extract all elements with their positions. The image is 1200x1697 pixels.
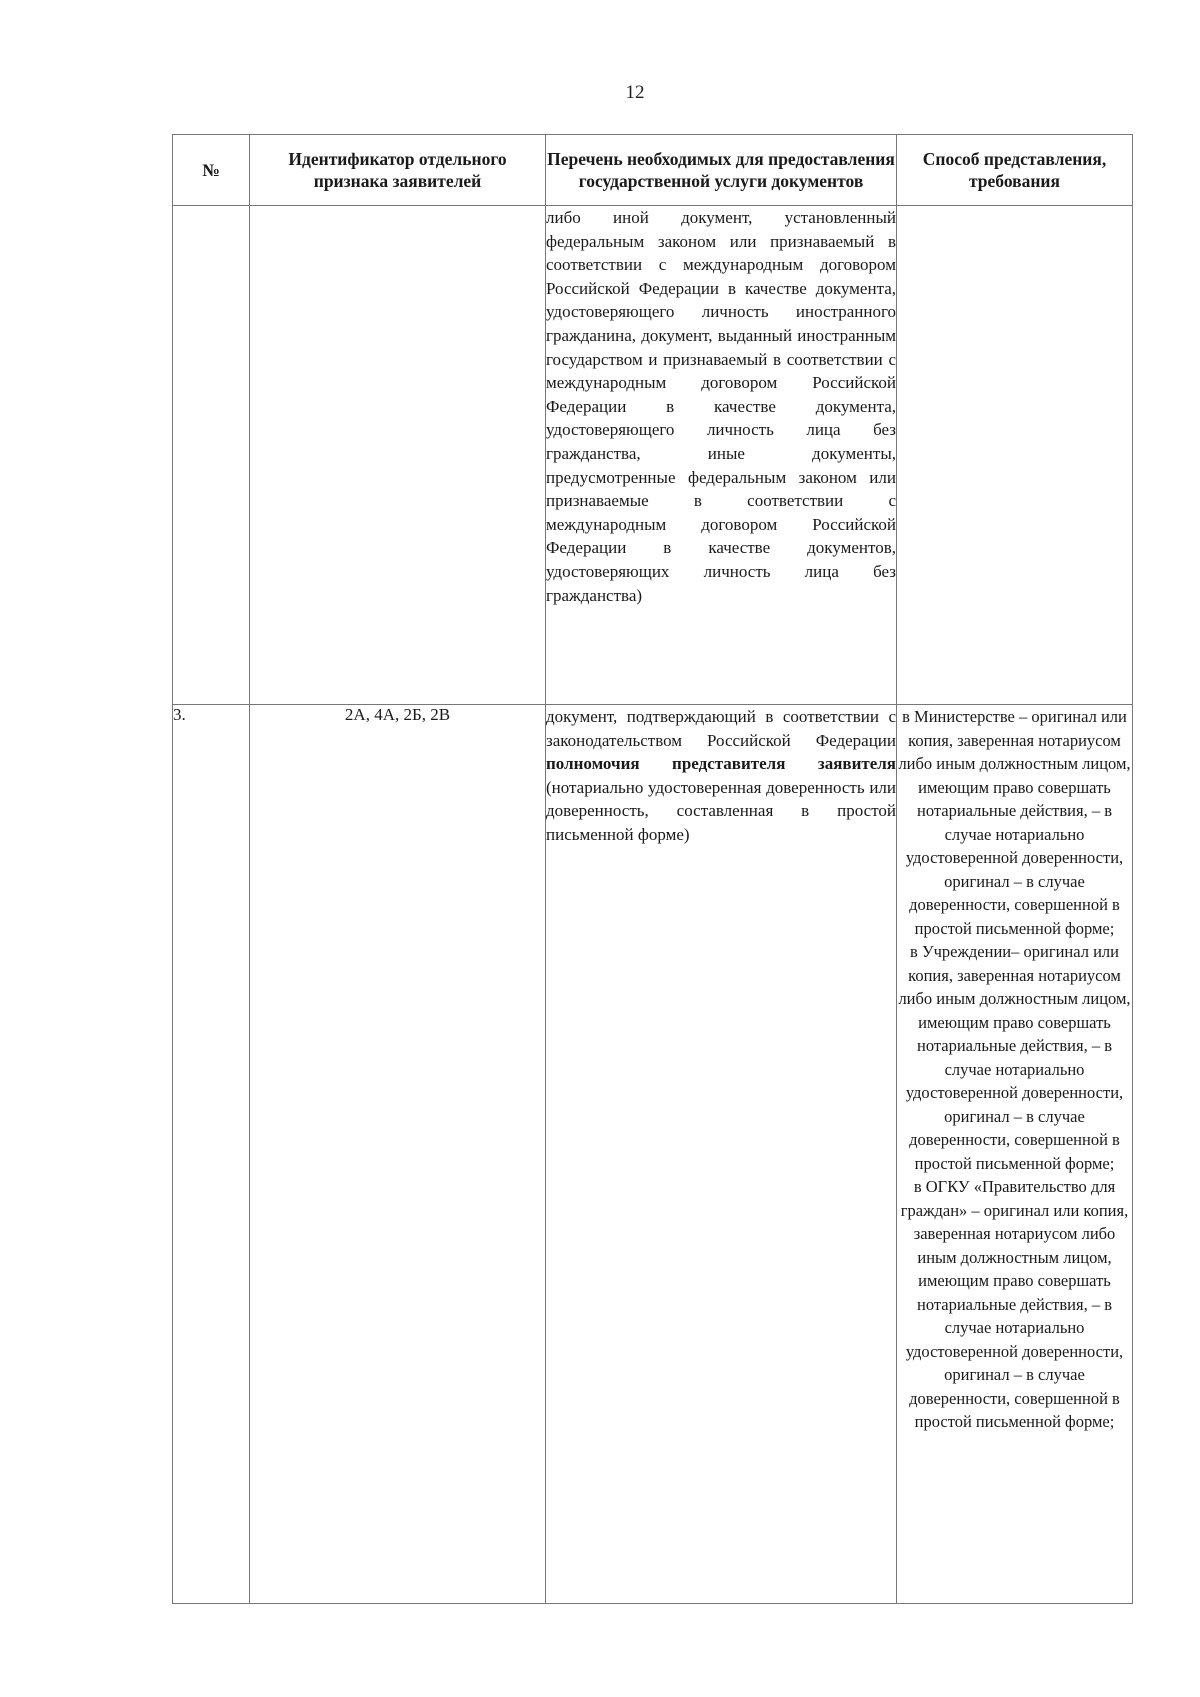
row-3-documents-bold: полномочия представителя заявителя [546,754,896,774]
page-number: 12 [625,82,645,103]
header-identifier: Идентификатор отдельного признака заявителей [250,135,546,206]
header-num: № [173,135,250,206]
header-method: Способ представления, требования [897,135,1133,206]
requirements-table [172,134,1133,1604]
row-continued-identifier [250,206,546,705]
row-continued-documents: либо иной документ, установленный федеральным законом или признаваемый в соответствии с международным договором Российской Федерации в качестве документа, удостоверяющего личность иностранного гражданина, документ, выданный иностранным государством и признаваемый в соответствии с международным договором Российской Федерации в качестве документа, удостоверяющего личность лица без гражданства, иные документы, предусмотренные федеральным законом или признаваемые в соответствии с международным договором Российской Федерации в качестве документов, удостоверяющих личность лица без гражданства) [546,206,897,705]
table-row [173,206,1133,705]
row-continued-num [173,206,250,705]
table-header-row [173,135,1133,206]
row-3-method [897,705,1133,1604]
method-ogku: в ОГКУ «Правительство для граждан» – оригинал или копия, заверенная нотариусом либо иным должностным лицом, имеющим право совершать нотариальные действия, – в случае нотариально удостоверенной доверенности, оригинал – в случае доверенности, совершенной в простой письменной форме; [900,1177,1129,1431]
method-ministry: в Министерстве – оригинал или копия, заверенная нотариусом либо иным должностным лицом, имеющим право совершать нотариальные действия, – в случае нотариально удостоверенной доверенности, оригинал – в случае доверенности, совершенной в простой письменной форме; [898,707,1131,938]
table-row [173,705,1133,1604]
row-3-documents-part1: документ, подтверждающий в соответствии с законодательством Российской Федерации [546,707,896,750]
row-3-documents-part2: (нотариально удостоверенная доверенность или доверенность, составленная в простой письменной форме) [546,777,896,844]
row-continued-method [897,206,1133,705]
row-3-documents [546,705,897,1604]
row-3-identifier: 2А, 4А, 2Б, 2В [250,705,546,1604]
method-institution: в Учреждении– оригинал или копия, заверенная нотариусом либо иным должностным лицом, имеющим право совершать нотариальные действия, – в случае нотариально удостоверенной доверенности, оригинал – в случае доверенности, совершенной в простой письменной форме; [898,942,1131,1173]
header-documents: Перечень необходимых для предоставления государственной услуги документов [546,135,897,206]
row-3-num: 3. [173,705,250,1604]
